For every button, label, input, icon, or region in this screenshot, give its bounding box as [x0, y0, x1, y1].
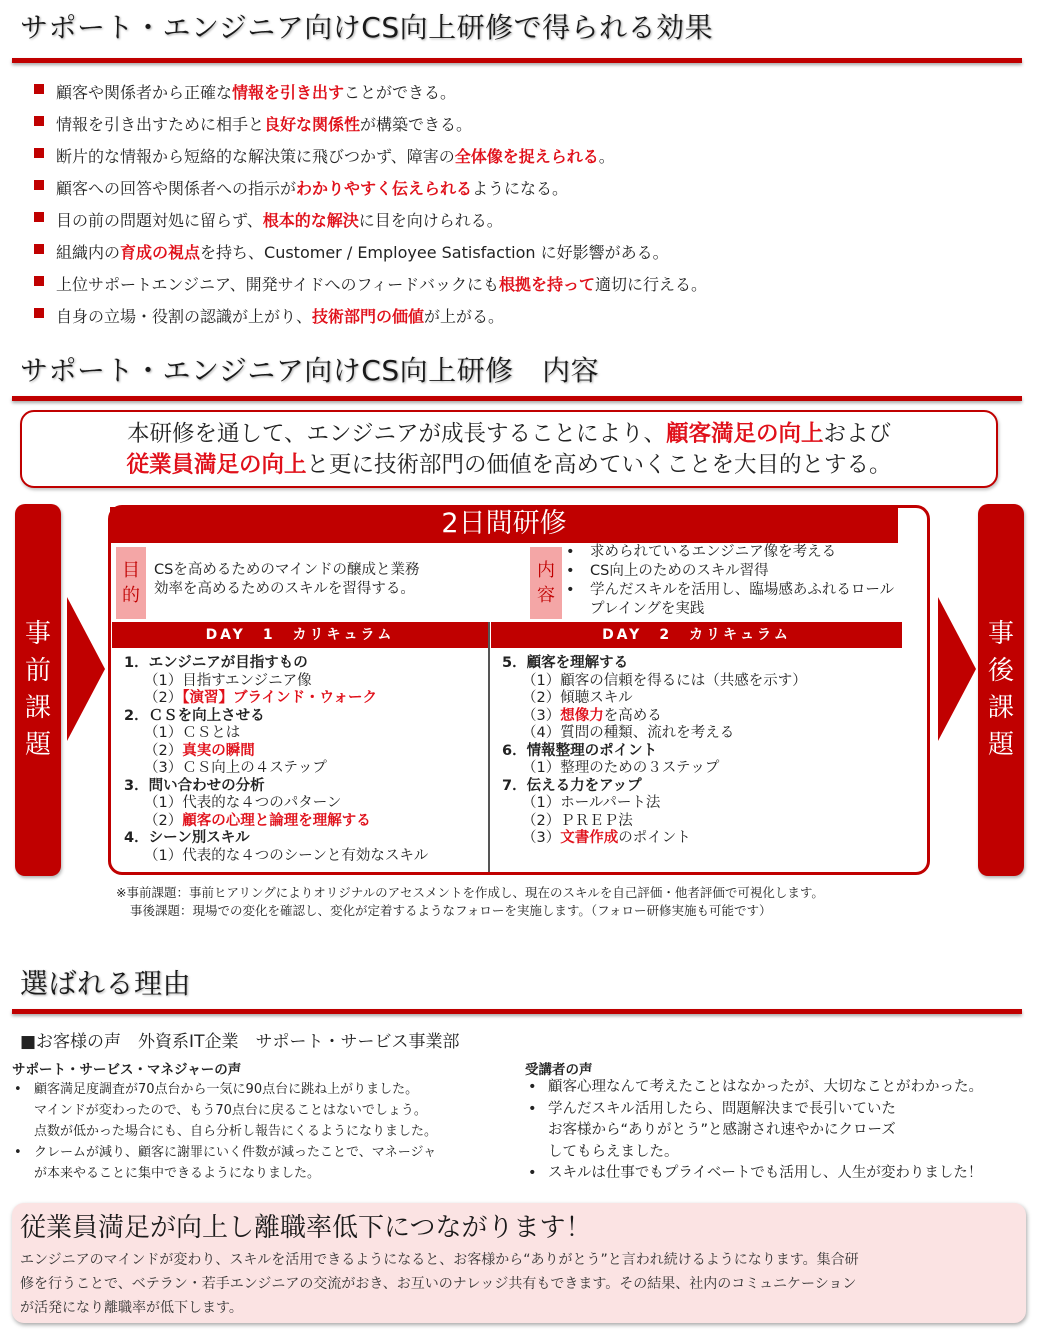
bullet-square-icon	[34, 212, 44, 222]
effect-text: 上位サポートエンジニア、開発サイドへのフィードバックにも	[56, 275, 499, 294]
conclusion-line: エンジニアのマインドが変わり、スキルを活用できるようになると、お客様から“ありがとう”と言われ続けるようになります。集合研	[20, 1252, 859, 1268]
bullet-square-icon	[34, 276, 44, 286]
bullet-square-icon	[34, 116, 44, 126]
bullet-square-icon	[34, 148, 44, 158]
purpose-line-1: 本研修を通して、エンジニアが成長することにより、顧客満足の向上および	[126, 421, 892, 447]
section1-title: サポート・エンジニア向けCS向上研修で得られる効果	[20, 11, 714, 44]
effect-text: 目の前の問題対処に留らず、	[56, 211, 263, 230]
curriculum-item	[502, 830, 807, 848]
voice-text: が本来やることに集中できるようになりました。	[34, 1166, 321, 1181]
bullet-dot-icon: •	[566, 563, 575, 579]
voice-text: 顧客満足度調査が70点台から一気に90点台に跳ね上がりました。	[34, 1082, 419, 1097]
post-task-char: 題	[987, 730, 1014, 760]
curriculum-highlight: 文書作成	[560, 830, 619, 846]
voice-text: スキルは仕事でもプライベートでも活用し、人生が変わりました！	[548, 1165, 983, 1181]
bullet-square-icon	[34, 84, 44, 94]
pre-task-char: 題	[24, 730, 51, 760]
pre-task-char: 事	[24, 619, 51, 649]
effect-text: 断片的な情報から短絡的な解決策に飛びつかず、障害の	[56, 147, 455, 166]
section2-divider	[12, 396, 1022, 401]
post-task-pill	[978, 504, 1024, 876]
effect-highlight: 良好な関係性	[264, 115, 361, 134]
effect-text: を持ち、Customer / Employee Satisfaction に好影響がある。	[200, 243, 669, 262]
curriculum-text: （2）	[144, 690, 183, 706]
curriculum-text: 3．問い合わせの分析	[124, 777, 265, 794]
effect-highlight: わかりやすく伝えられる	[296, 179, 473, 198]
bullet-square-icon	[34, 244, 44, 254]
bullet-square-icon	[34, 180, 44, 190]
voice-line	[14, 1079, 437, 1100]
effect-text: が構築できる。	[360, 115, 473, 134]
bullet-dot-icon: •	[528, 1165, 537, 1181]
curriculum-text: を高める	[603, 707, 662, 724]
curriculum-text: 5．顧客を理解する	[502, 655, 629, 671]
manager-voice-heading: サポート・サービス・マネジャーの声	[12, 1062, 242, 1078]
effect-text: が上がる。	[424, 307, 505, 326]
voice-text: 顧客心理なんて考えたことはなかったが、大切なことがわかった。	[548, 1079, 983, 1095]
curriculum-chapter	[124, 778, 428, 796]
content-item	[566, 600, 894, 619]
curriculum-item	[502, 760, 807, 778]
curriculum-item	[124, 743, 428, 761]
curriculum-item	[124, 690, 428, 708]
day1-header: DAY 1 カリキュラム	[112, 622, 488, 648]
curriculum-item	[124, 673, 428, 691]
section3-title: 選ばれる理由	[20, 967, 192, 1000]
effects-list	[34, 82, 707, 338]
curriculum-item	[502, 690, 807, 708]
arrow-right-icon	[67, 597, 105, 741]
curriculum-text: （1）ホールパート法	[522, 795, 661, 811]
arrow-right-icon	[938, 597, 976, 741]
trainee-voice-list	[528, 1077, 983, 1185]
curriculum-chapter	[124, 830, 428, 848]
curriculum-item	[124, 795, 428, 813]
effect-text: 。	[598, 147, 615, 166]
content-tag-char: 容	[537, 585, 555, 606]
curriculum-text: （1）整理のための３ステップ	[522, 760, 720, 776]
voice-text: 点数が低かった場合にも、自ら分析し報告にくるようになりました。	[34, 1124, 438, 1139]
curriculum-text: （1）目指すエンジニア像	[144, 672, 312, 689]
voice-line	[528, 1099, 983, 1121]
effect-text: 適切に行える。	[594, 275, 707, 294]
effect-highlight: 情報を引き出す	[232, 83, 345, 102]
voice-line	[34, 1100, 437, 1121]
effect-highlight: 全体像を捉えられる	[454, 147, 599, 166]
day1-curriculum	[124, 655, 428, 865]
effect-item	[34, 114, 707, 146]
voice-line	[34, 1163, 437, 1184]
curriculum-text: （1）代表的な４つのパターン	[144, 795, 342, 811]
effect-item	[34, 306, 707, 338]
voice-line	[34, 1121, 437, 1142]
day-divider	[488, 622, 490, 872]
goal-text	[154, 561, 420, 599]
curriculum-item	[502, 708, 807, 726]
bullet-dot-icon: •	[528, 1100, 537, 1117]
effect-item	[34, 178, 707, 210]
notes	[116, 884, 824, 920]
curriculum-text: （3）	[522, 830, 561, 846]
effect-item	[34, 82, 707, 114]
section1-divider	[12, 58, 1022, 63]
curriculum-item	[502, 725, 807, 743]
curriculum-text: 4．シーン別スキル	[124, 830, 250, 846]
program-title: 2日間研修	[441, 508, 567, 539]
pre-task-char: 課	[24, 693, 51, 723]
day2-header: DAY 2 カリキュラム	[491, 622, 902, 648]
voice-line	[548, 1142, 983, 1164]
goal-tag-char: 目	[122, 560, 140, 581]
conclusion-title: 従業員満足が向上し離職率低下につながります！	[20, 1213, 592, 1243]
curriculum-text: （3）ＣＳ向上の４ステップ	[144, 760, 327, 776]
curriculum-text: （2）傾聴スキル	[522, 690, 633, 706]
curriculum-text: （4）質問の種類、流れを考える	[522, 725, 735, 741]
effect-item	[34, 242, 707, 274]
purpose-box	[20, 410, 998, 488]
curriculum-item	[124, 725, 428, 743]
effect-item	[34, 146, 707, 178]
effect-text: ことができる。	[344, 83, 457, 102]
bullet-dot-icon: •	[14, 1145, 22, 1160]
program-title-bar	[110, 507, 898, 543]
curriculum-chapter	[502, 778, 807, 796]
pre-task-pill	[15, 504, 61, 876]
effect-text: ようになる。	[472, 179, 569, 198]
content-tag-char: 内	[537, 560, 555, 581]
curriculum-chapter	[502, 655, 807, 673]
content-text: 求められているエンジニア像を考える	[590, 544, 837, 560]
curriculum-chapter	[502, 743, 807, 761]
content-text: 学んだスキルを活用し、臨場感あふれるロール	[590, 582, 895, 598]
curriculum-text: 2．ＣＳを向上させる	[124, 707, 265, 724]
curriculum-text: 1．エンジニアが目指すもの	[124, 655, 308, 671]
day2-curriculum	[502, 655, 807, 848]
curriculum-text: のポイント	[618, 830, 691, 846]
trainee-voice-heading: 受講者の声	[525, 1062, 593, 1078]
customer-voice-heading: ■お客様の声 外資系IT企業 サポート・サービス事業部	[20, 1032, 460, 1052]
effect-item	[34, 210, 707, 242]
effect-text: 顧客への回答や関係者への指示が	[56, 179, 297, 198]
curriculum-text: （2）	[144, 742, 183, 759]
voice-line	[528, 1163, 983, 1185]
curriculum-chapter	[124, 708, 428, 726]
effect-highlight: 根本的な解決	[262, 211, 359, 230]
goal-line: CSを高めるためのマインドの醸成と業務	[154, 562, 420, 578]
effect-highlight: 根拠を持って	[498, 275, 595, 294]
curriculum-item	[124, 813, 428, 831]
section3-divider	[12, 1009, 1022, 1014]
effect-text: に目を向けられる。	[358, 211, 503, 230]
effect-item	[34, 274, 707, 306]
bullet-dot-icon: •	[566, 544, 575, 560]
manager-voice-list	[14, 1079, 438, 1184]
curriculum-item	[502, 813, 807, 831]
conclusion-line: が活発になり離職率が低下します。	[20, 1300, 243, 1316]
pre-task-char: 前	[24, 656, 51, 686]
conclusion-line: 修を行うことで、ベテラン・若手エンジニアの交流がおき、お互いのナレッジ共有もできます。その結果、社内のコミュニケーション	[20, 1276, 857, 1292]
curriculum-highlight: 【演習】ブラインド・ウォーク	[182, 690, 377, 706]
content-item	[566, 581, 894, 600]
content-text: プレイングを実践	[590, 601, 705, 617]
conclusion-text	[20, 1248, 859, 1320]
voice-text: お客様から“ありがとう”と感謝され速やかにクローズ	[548, 1122, 896, 1138]
curriculum-highlight: 想像力	[560, 707, 604, 724]
voice-line	[528, 1077, 983, 1099]
curriculum-text: （3）	[522, 707, 561, 724]
voice-line	[548, 1120, 983, 1142]
content-item	[566, 562, 894, 581]
content-text: CS向上のためのスキル習得	[590, 563, 769, 579]
curriculum-text: 6．情報整理のポイント	[502, 742, 658, 759]
curriculum-item	[124, 760, 428, 778]
curriculum-text: （1）代表的な４つのシーンと有効なスキル	[144, 847, 429, 864]
bullet-dot-icon: •	[566, 582, 575, 598]
bullet-dot-icon: •	[528, 1079, 537, 1095]
curriculum-chapter	[124, 655, 428, 673]
post-task-char: 事	[987, 619, 1014, 649]
effect-text: 顧客や関係者から正確な	[56, 83, 233, 102]
curriculum-item	[502, 795, 807, 813]
effect-text: 自身の立場・役割の認識が上がり、	[56, 307, 313, 326]
conclusion-box	[12, 1203, 1026, 1323]
curriculum-text: （2）	[144, 812, 183, 829]
curriculum-highlight: 顧客の心理と論理を理解する	[182, 812, 371, 829]
voice-line	[14, 1142, 437, 1163]
effect-highlight: 育成の視点	[120, 243, 201, 262]
curriculum-text: （1）顧客の信頼を得るには（共感を示す）	[522, 672, 807, 689]
curriculum-highlight: 真実の瞬間	[182, 742, 255, 759]
note-post-task: 事後課題：現場での変化を確認し、変化が定着するようなフォローを実施します。（フォロー研修実施も可能です）	[130, 903, 772, 918]
post-task-char: 後	[987, 656, 1014, 686]
voice-text: 学んだスキル活用したら、問題解決まで長引いていた	[548, 1100, 896, 1117]
voice-text: してもらえました。	[548, 1143, 679, 1160]
post-task-char: 課	[987, 693, 1014, 723]
goal-tag-char: 的	[122, 585, 140, 606]
effect-text: 情報を引き出すために相手と	[56, 115, 265, 134]
note-pre-task: ※事前課題：事前ヒアリングによりオリジナルのアセスメントを作成し、現在のスキルを自己評価・他者評価で可視化します。	[116, 885, 824, 900]
effect-highlight: 技術部門の価値	[312, 307, 425, 326]
section2-title: サポート・エンジニア向けCS向上研修 内容	[20, 354, 600, 387]
bullet-square-icon	[34, 308, 44, 318]
voice-text: クレームが減り、顧客に謝罪にいく件数が減ったことで、マネージャ	[34, 1145, 437, 1160]
curriculum-item	[124, 848, 428, 866]
goal-tag	[116, 547, 146, 619]
content-tag	[530, 547, 562, 619]
curriculum-item	[502, 673, 807, 691]
curriculum-text: （2）ＰＲＥＰ法	[522, 812, 633, 829]
purpose-line-2: 従業員満足の向上と更に技術部門の価値を高めていくことを大目的とする。	[126, 452, 892, 478]
content-item	[566, 543, 894, 562]
voice-text: マインドが変わったので、もう70点台に戻ることはないでしょう。	[34, 1103, 427, 1118]
effect-text: 組織内の	[56, 243, 121, 262]
goal-line: 効率を高めるためのスキルを習得する。	[154, 581, 415, 597]
curriculum-text: （1）ＣＳとは	[144, 725, 241, 741]
content-list	[566, 543, 894, 619]
bullet-dot-icon: •	[14, 1082, 22, 1097]
curriculum-text: 7．伝える力をアップ	[502, 777, 642, 794]
